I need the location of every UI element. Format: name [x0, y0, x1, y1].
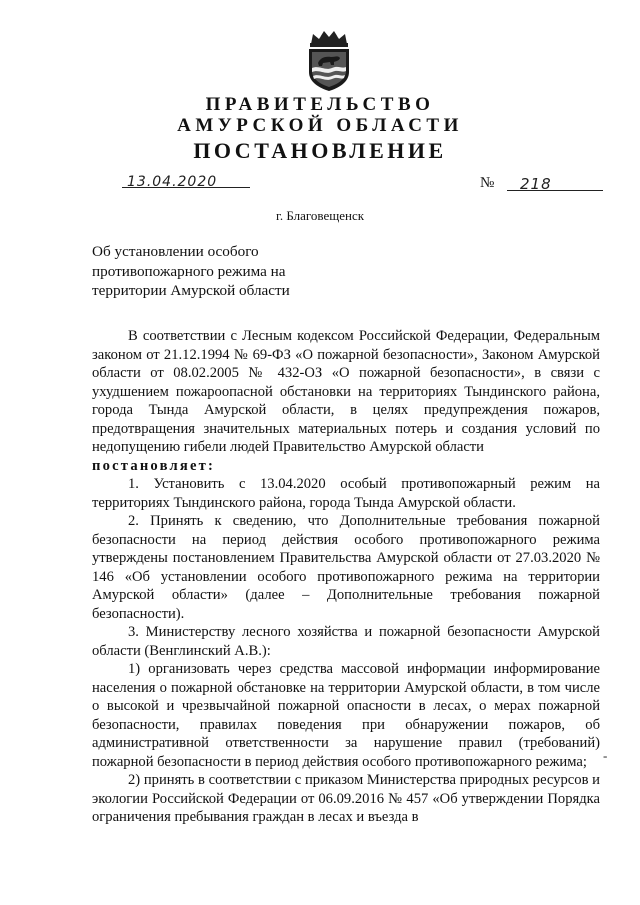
item-3-2-paragraph: 2) принять в соответствии с приказом Министерства природных ресурсов и экологии Российской Федерации от 06.09.2016 № 457 «Об утверждении Порядка ограничения пребывания граждан в лесах и въезда в — [92, 772, 600, 825]
document-date: 13.04.2020 — [127, 174, 218, 190]
org-title-line1: ПРАВИТЕЛЬСТВО — [205, 94, 435, 115]
subject-line: территории Амурской области — [92, 282, 290, 299]
coat-of-arms-icon — [301, 28, 357, 92]
city: г. Благовещенск — [275, 208, 365, 223]
subject-line: Об установлении особого — [92, 243, 259, 260]
document-subject — [92, 242, 352, 301]
item-3-1-paragraph: 1) организовать через средства массовой информации информирование населения о пожарной обстановке на территории Амурской области, в том числе о высокой и чрезвычайной пожарной опасности в лесах, о мерах пожарной безопасности, правилах поведения при обнаружении пожаров, об административной ответственности за нарушение правил (требований) пожарной безопасности в период действия особого противопожарного режима; — [92, 661, 600, 770]
subject-line: противопожарного режима на — [92, 262, 286, 280]
item-1-paragraph: 1. Установить с 13.04.2020 особый противопожарный режим на территориях Тындинского района, города Тында Амурской области. — [92, 476, 600, 511]
number-sign: № — [480, 175, 495, 191]
document-number: 218 — [520, 175, 552, 193]
preamble-paragraph: В соответствии с Лесным кодексом Российской Федерации, Федеральным законом от 21.12.1994 № 69-ФЗ «О пожарной безопасности», Законом Амурской области от 08.02.2005 № 432-ОЗ «О пожарной безопасности», в связи с ухудшением пожароопасной обстановки на территориях Тындинского района, города Тында Амурской области, в целях предупреждения пожаров, предотвращения значительных материальных потерь и создания условий по недопущению гибели людей Правительство Амурской области — [92, 328, 600, 455]
document-body — [92, 327, 600, 827]
decree-word: постановляет: — [92, 457, 216, 474]
document-type: ПОСТАНОВЛЕНИЕ — [193, 138, 447, 163]
item-2-paragraph: 2. Принять к сведению, что Дополнительные требования пожарной безопасности на период действия особого противопожарного режима утверждены постановлением Правительства Амурской области от 27.03.2020 № 146 «Об установлении особого противопожарного режима на территории Амурской области» (далее – Дополнительные требования пожарной безопасности). — [92, 513, 600, 622]
item-3-paragraph: 3. Министерству лесного хозяйства и пожарной безопасности Амурской области (Венглинский А.В.): — [92, 624, 600, 659]
org-title-line2: АМУРСКОЙ ОБЛАСТИ — [177, 115, 463, 136]
margin-mark: - — [603, 748, 608, 763]
